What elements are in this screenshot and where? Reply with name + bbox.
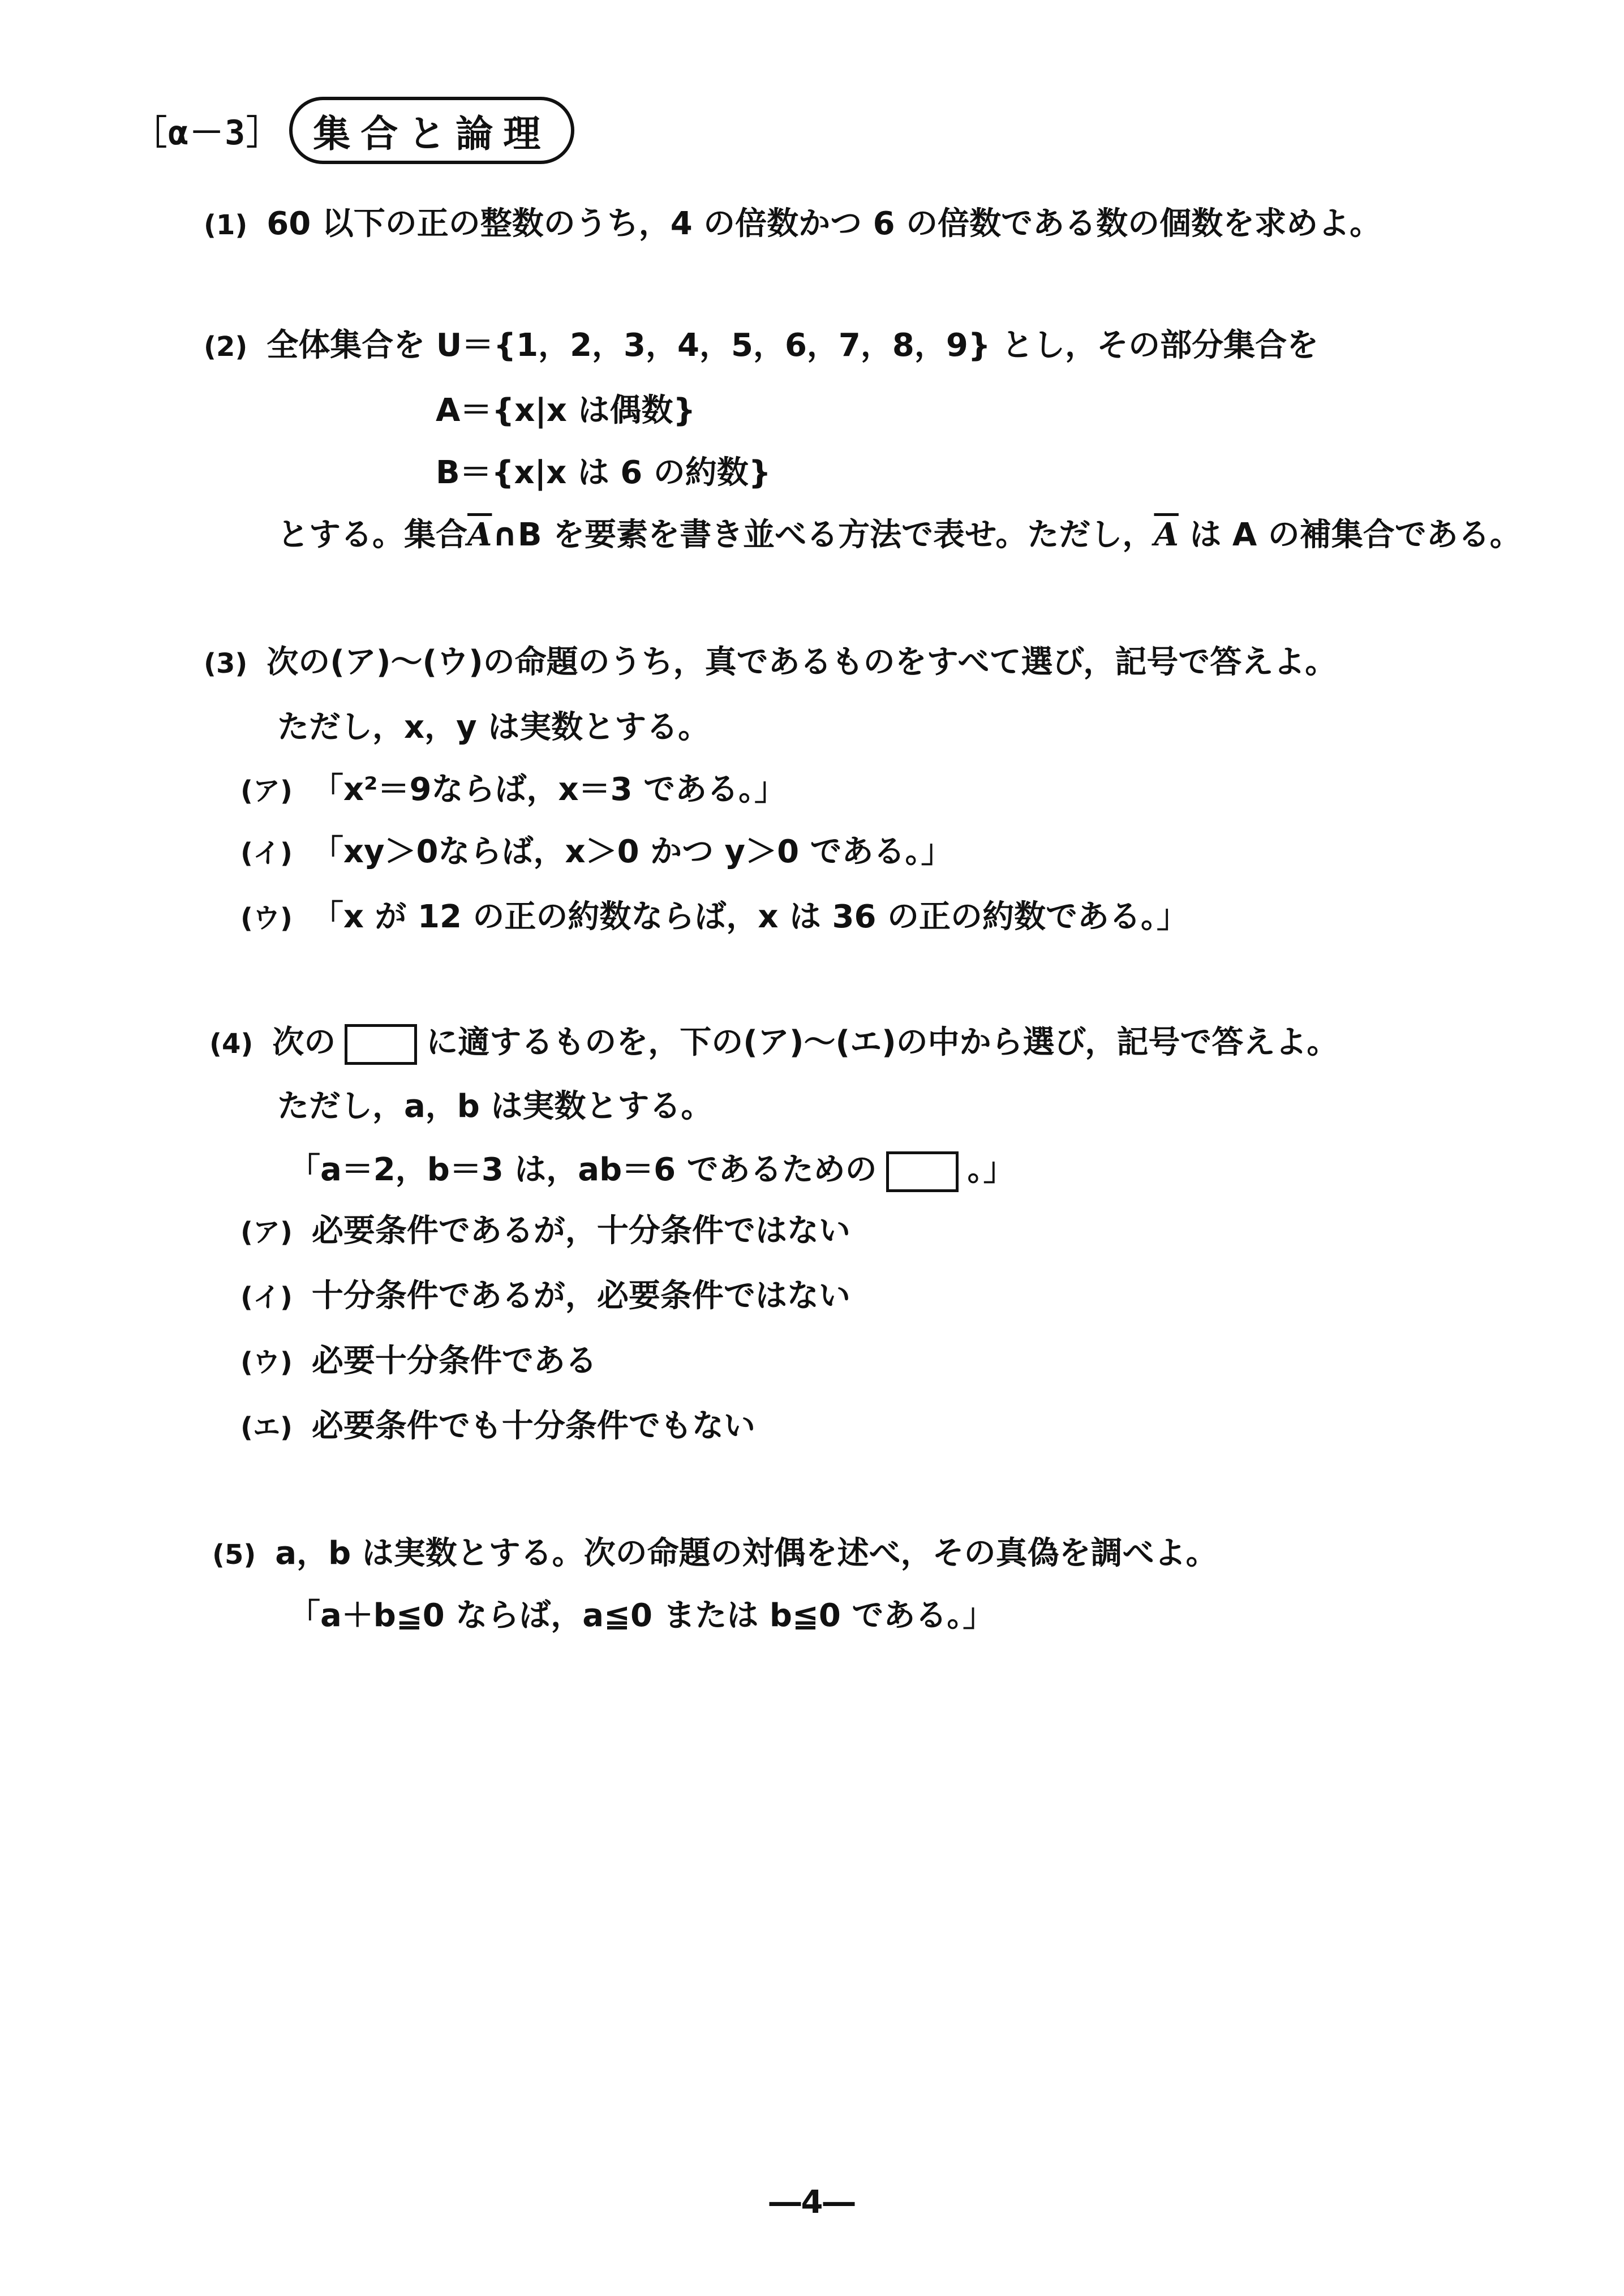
question-4-line-2	[277, 1089, 712, 1124]
question-5-line-2	[289, 1598, 994, 1633]
set-b-definition: B＝{x|x は 6 の約数}	[436, 454, 771, 491]
complement-a: $\overline{A}$	[467, 516, 492, 553]
question-2-prefix: とする。集合	[277, 517, 467, 553]
question-1	[204, 207, 1381, 242]
question-3-line-2	[277, 710, 710, 745]
item-label: (ウ)	[240, 902, 293, 934]
question-3-item	[240, 772, 786, 807]
set-a-definition: A＝{x|x は偶数}	[436, 392, 696, 429]
section-header	[133, 93, 574, 167]
question-4-statement-pre: 「a＝2，b＝3 は，ab＝6 であるための	[289, 1151, 877, 1189]
item-text: 「x が 12 の正の約数ならば，x は 36 の正の約数である。」	[311, 898, 1188, 935]
question-4-condition: ただし，a，b は実数とする。	[277, 1088, 713, 1125]
option-label: (エ)	[240, 1412, 293, 1443]
question-4-line-1	[209, 1024, 1338, 1065]
question-4-statement-post: 。」	[967, 1151, 1015, 1189]
section-label: ［α－3］	[133, 113, 282, 153]
question-2-text: 全体集合を U＝{1，2，3，4，5，6，7，8，9} とし，その部分集合を	[267, 327, 1319, 364]
question-4-number: (4)	[209, 1028, 254, 1060]
option-label: (ウ)	[240, 1347, 293, 1378]
question-3-item	[240, 835, 953, 870]
question-5-number: (5)	[212, 1539, 256, 1571]
item-text: 「x²＝9ならば，x＝3 である。」	[311, 771, 787, 808]
page-number: ―4―	[769, 2184, 855, 2221]
question-2-mid: ∩B を要素を書き並べる方法で表せ。ただし，	[492, 517, 1154, 553]
item-label: (イ)	[240, 837, 293, 869]
question-3-line-1	[204, 645, 1337, 680]
question-4-line-3	[289, 1151, 1015, 1192]
question-3-item	[240, 900, 1188, 935]
question-2-suffix: は A の補集合である。	[1178, 517, 1522, 553]
option-label: (イ)	[240, 1282, 293, 1313]
question-4-option	[240, 1279, 850, 1314]
question-1-number: (1)	[204, 209, 248, 241]
section-title: 集合と論理	[289, 97, 574, 164]
question-2-line-1	[204, 328, 1318, 363]
question-4-option	[240, 1344, 597, 1379]
item-text: 「xy＞0ならば，x＞0 かつ y＞0 である。」	[311, 833, 953, 870]
question-3-condition: ただし，x，y は実数とする。	[277, 709, 710, 746]
question-4-text-pre: 次の	[272, 1024, 336, 1061]
question-2-line-last	[277, 518, 1522, 553]
answer-blank-box	[886, 1151, 959, 1192]
option-text: 必要条件でも十分条件でもない	[311, 1408, 755, 1444]
option-text: 必要条件であるが，十分条件ではない	[311, 1213, 850, 1249]
option-label: (ア)	[240, 1216, 293, 1248]
question-4-option	[240, 1214, 850, 1249]
answer-blank-box	[345, 1024, 417, 1065]
question-1-text: 60 以下の正の整数のうち，4 の倍数かつ 6 の倍数である数の個数を求めよ。	[267, 205, 1382, 242]
option-text: 必要十分条件である	[311, 1343, 597, 1379]
question-5-proposition: 「a＋b≦0 ならば，a≦0 または b≦0 である。」	[289, 1597, 995, 1634]
question-4-option	[240, 1409, 755, 1444]
question-2-set-b	[436, 455, 771, 491]
item-label: (ア)	[240, 775, 293, 807]
question-2-set-a	[436, 393, 695, 428]
complement-a-2: $\overline{A}$	[1154, 516, 1179, 553]
question-5-line-1	[212, 1536, 1218, 1571]
question-5-text: a，b は実数とする。次の命題の対偶を述べ，その真偽を調べよ。	[275, 1535, 1218, 1572]
question-3-text: 次の(ア)～(ウ)の命題のうち，真であるものをすべて選び，記号で答えよ。	[267, 644, 1337, 681]
question-4-text-post: に適するものを，下の(ア)～(エ)の中から選び，記号で答えよ。	[426, 1024, 1339, 1061]
option-text: 十分条件であるが，必要条件ではない	[311, 1278, 850, 1314]
question-3-number: (3)	[204, 648, 248, 680]
question-2-number: (2)	[204, 331, 248, 363]
